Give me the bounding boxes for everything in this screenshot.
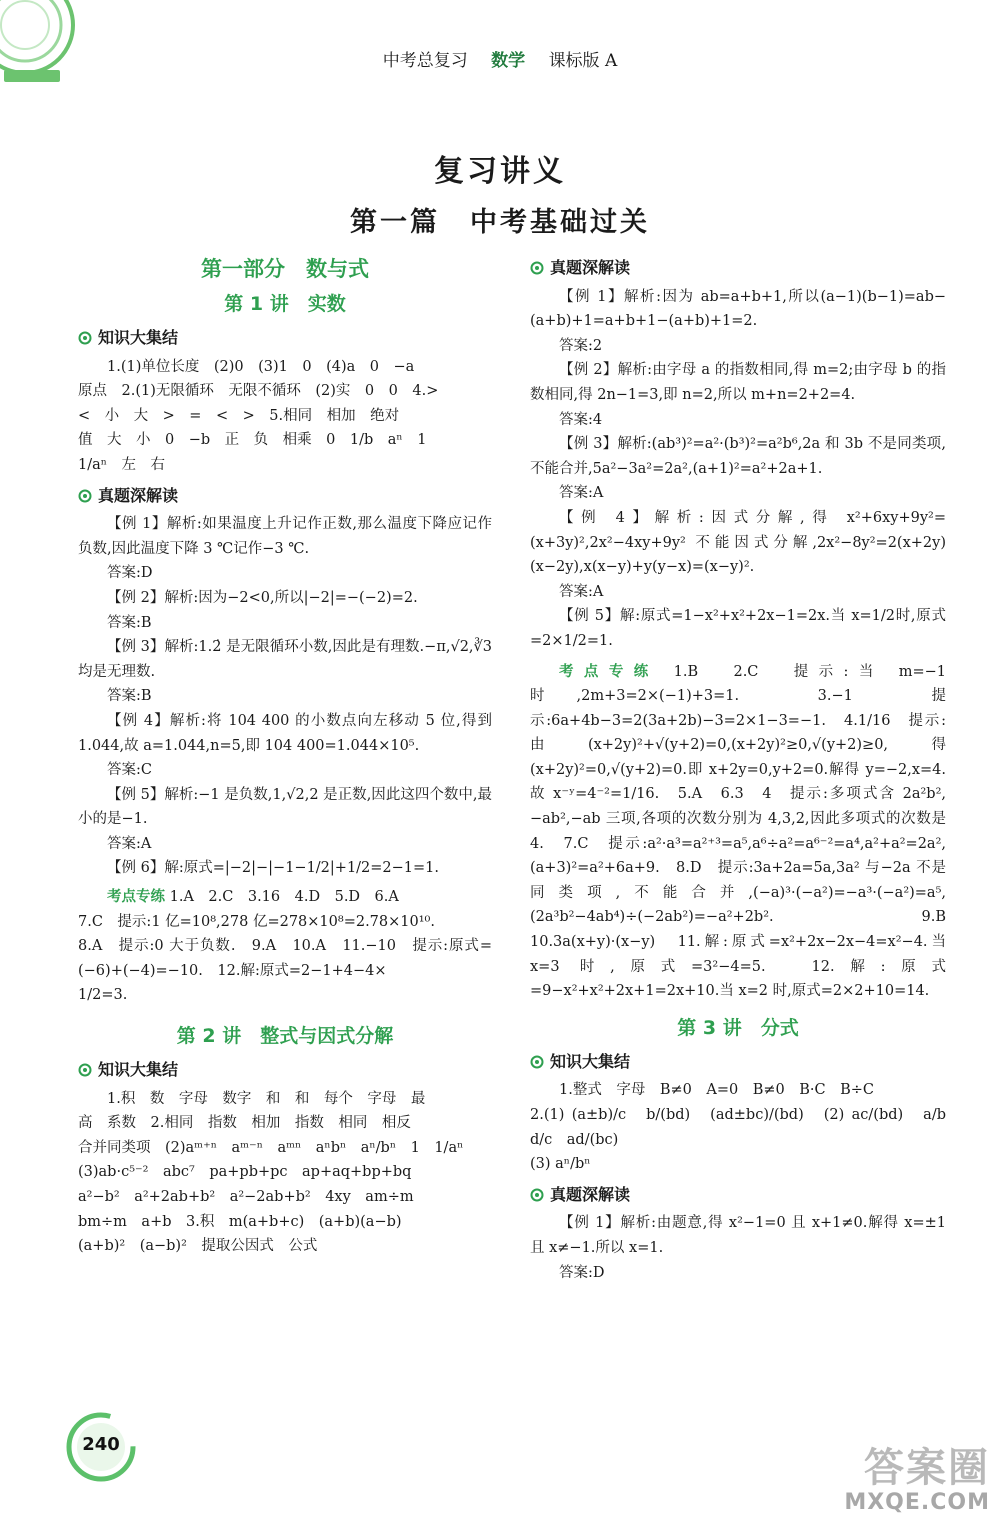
watermark (844, 1446, 990, 1515)
section-header (530, 1050, 946, 1075)
example-text: 【例 5】解:原式=1−x²+x²+2x−1=2x.当 x=1/2时,原式=2×1/2=1. (530, 608, 946, 649)
knowledge-line: 1.(1)单位长度 (2)0 (3)1 0 (4)a 0 −a (107, 358, 415, 375)
example-text: 【例 2】解析:因为−2<0,所以|−2|=−(−2)=2. (107, 589, 418, 606)
section-title: 知识大集结 (550, 1051, 631, 1071)
section-header (78, 484, 492, 509)
example-text: 【例 6】解:原式=|−2|−|−1−1/2|+1/2=2−1=1. (107, 860, 440, 877)
section-circle-icon (78, 1063, 92, 1077)
knowledge-line: 合并同类项 (2)aᵐ⁺ⁿ aᵐ⁻ⁿ aᵐⁿ aⁿbⁿ aⁿ/bⁿ 1 1/aⁿ (78, 1139, 464, 1156)
watermark-title: 答案圈 (864, 1445, 990, 1491)
example-text: 【例 5】解析:−1 是负数,1,√2,2 是正数,因此这四个数中,最小的是−1. (78, 786, 492, 828)
drill-line: 8.A 提示:0 大于负数. 9.A 10.A 11.−10 提示:原式=(−6)+(−4)=−10. 12.解:原式=2−1+4−4× (78, 938, 492, 979)
drill-line: 1/2=3. (78, 987, 128, 1004)
example-text: 【例 1】解析:因为 ab=a+b+1,所以(a−1)(b−1)=ab−(a+b)+1=a+b+1−(a+b)+1=2. (530, 288, 946, 330)
header-edition: 课标版 A (548, 51, 618, 71)
knowledge-line: 2.(1) (a±b)/c b/(bd) (ad±bc)/(bd) (2) ac/(bd) a/b d/c ad/(bc) (530, 1107, 961, 1148)
section-circle-icon (530, 261, 544, 275)
part-title: 第一部分 数与式 (201, 257, 369, 281)
drill-line: 1.A 2.C 3.16 4.D 5.D 6.A (169, 889, 399, 906)
page-number: 240 (82, 1434, 120, 1455)
answer-text: 答案:B (107, 688, 152, 705)
example-text: 【例 3】解析:1.2̇ 是无限循环小数,因此是有理数.−π,√2,∛3均是无理数. (78, 639, 492, 680)
knowledge-line: 1.整式 字母 B≠0 A=0 B≠0 B·C B÷C (559, 1082, 874, 1099)
knowledge-line: bm÷m a+b 3.积 m(a+b+c) (a+b)(a−b) (78, 1213, 402, 1230)
page-header (0, 46, 1000, 71)
section-title: 真题深解读 (550, 258, 631, 277)
answer-text: 答案:4 (559, 411, 603, 428)
drill-block (530, 660, 961, 1004)
left-column (78, 254, 492, 1259)
answer-text: 答案:2 (559, 337, 603, 354)
example-text: 【例 2】解析:由字母 a 的指数相同,得 m=2;由字母 b 的指数相同,得 2n−1=3,即 n=2,所以 m+n=2+2=4. (530, 362, 946, 403)
section-circle-icon (78, 331, 92, 345)
knowledge-line: a²−b² a²+2ab+b² a²−2ab+b² 4xy am÷m (78, 1189, 414, 1205)
answer-text: 答案:B (107, 614, 152, 631)
section-circle-icon (78, 489, 92, 503)
answer-text: 答案:A (107, 835, 152, 852)
answer-text: 答案:D (559, 1264, 605, 1281)
knowledge-line: (3)ab·c⁵⁻² abc⁷ pa+pb+pc ap+aq+bp+bq (78, 1164, 412, 1181)
section-circle-icon (530, 1055, 544, 1069)
example-text: 【例 1】解析:如果温度上升记作正数,那么温度下降应记作负数,因此温度下降 3 ℃记作−3 ℃. (78, 516, 492, 557)
knowledge-line: 高 系数 2.相同 指数 相加 指数 相同 相反 (78, 1115, 411, 1132)
example-text: 【例 4】解析:因式分解,得 x²+6xy+9y²=(x+3y)²,2x²−4xy+9y² 不能因式分解,2x²−8y²=2(x+2y)(x−2y),x(x−y)+y(y−x)=(x−y)². (530, 509, 946, 576)
knowledge-line: 1/aⁿ 左 右 (78, 456, 166, 473)
brand-logo (0, 0, 90, 90)
right-column (530, 254, 961, 1285)
drill-block (78, 885, 492, 910)
section-header (530, 256, 946, 281)
lecture-3-title: 第 3 讲 分式 (677, 1016, 799, 1039)
knowledge-line: 值 大 小 0 −b 正 负 相乘 0 1/b aⁿ 1 (78, 432, 427, 449)
drill-line: 1.B 2.C 提示:当 m=−1 时,2m+3=2×(−1)+3=1. 3.−1 提示:6a+4b−3=2(3a+2b)−3=2×1−3=−1. 4.1/16 提示:由(x+2y)²+√(y+2)=0,(x+2y)²≥0,√(y+2)≥0,得(x+2y)²=0,√(y+2)=0.即 x+2y=0,y+2=0.解得 y=−2,x=4.故 x⁻ʸ=4⁻²=1/16. 5.A 6.3 4 提示:多项式含 2a²b²,−ab²,−ab 三项,各项的次数分别为 4,3,2,因此多项式的次数是 4. 7.C 提示:a²·a³=a²⁺³=a⁵,a⁶÷a²=a⁶⁻²=a⁴,a²+a²=2a²,(a+3)²=a²+6a+9. 8.D 提示:3a+2a=5a,3a² 与−2a 不是同类项,不能合并,(−a)³·(−a²)=−a³·(−a²)=a⁵,(2a³b²−4ab⁴)÷(−2ab²)=−a²+2b². 9.B 10.3a(x+y)·(x−y) 11.解:原式=x²+2x−2x−4=x²−4.当 x=3 时,原式=3²−4=5. 12.解:原式=9−x²+x²+2x+1=2x+10.当 x=2 时,原式=2×2+10=14. (530, 663, 961, 1000)
example-text: 【例 1】解析:由题意,得 x²−1=0 且 x+1≠0.解得 x=±1 且 x≠−1.所以 x=1. (530, 1215, 946, 1256)
answer-text: 答案:A (559, 583, 604, 600)
section-title: 真题深解读 (98, 485, 179, 505)
section-title: 知识大集结 (98, 328, 179, 347)
knowledge-line: < 小 大 > = < > 5.相同 相加 绝对 (78, 407, 400, 424)
header-subject: 数学 (491, 51, 526, 71)
answer-text: 答案:D (107, 565, 153, 582)
section-header (78, 1058, 492, 1083)
answer-text: 答案:C (107, 762, 152, 779)
knowledge-line: (3) aⁿ/bⁿ (530, 1156, 591, 1173)
answer-text: 答案:A (559, 485, 604, 502)
section-circle-icon (530, 1188, 544, 1202)
example-text: 【例 4】解析:将 104 400 的小数点向左移动 5 位,得到 1.044,故 a=1.044,n=5,即 104 400=1.044×10⁵. (78, 712, 492, 754)
watermark-url: MXQE.COM (844, 1490, 990, 1515)
section-title: 真题深解读 (550, 1184, 631, 1204)
lecture-2-title: 第 2 讲 整式与因式分解 (176, 1025, 394, 1048)
drill-line: 7.C 提示:1 亿=10⁸,278 亿=278×10⁸=2.78×10¹⁰. (78, 913, 435, 930)
lecture-1-title: 第 1 讲 实数 (224, 293, 346, 315)
drill-label: 考点专练 (559, 662, 659, 680)
header-title: 中考总复习 (382, 51, 468, 71)
section-title: 知识大集结 (98, 1060, 179, 1080)
knowledge-line: 1.积 数 字母 数字 和 和 每个 字母 最 (107, 1090, 426, 1107)
drill-label: 考点专练 (107, 888, 165, 906)
example-text: 【例 3】解析:(ab³)²=a²·(b³)²=a²b⁶,2a 和 3b 不是同类项,不能合并,5a²−3a²=2a²,(a+1)²=a²+2a+1. (530, 436, 946, 477)
section-header (530, 1183, 946, 1208)
knowledge-line: 原点 2.(1)无限循环 无限不循环 (2)实 0 0 4.> (78, 383, 439, 400)
sub-title: 第一篇 中考基础过关 (350, 207, 650, 238)
section-header (78, 326, 492, 351)
main-title: 复习讲义 (434, 154, 566, 189)
knowledge-line: (a+b)² (a−b)² 提取公因式 公式 (78, 1238, 318, 1255)
